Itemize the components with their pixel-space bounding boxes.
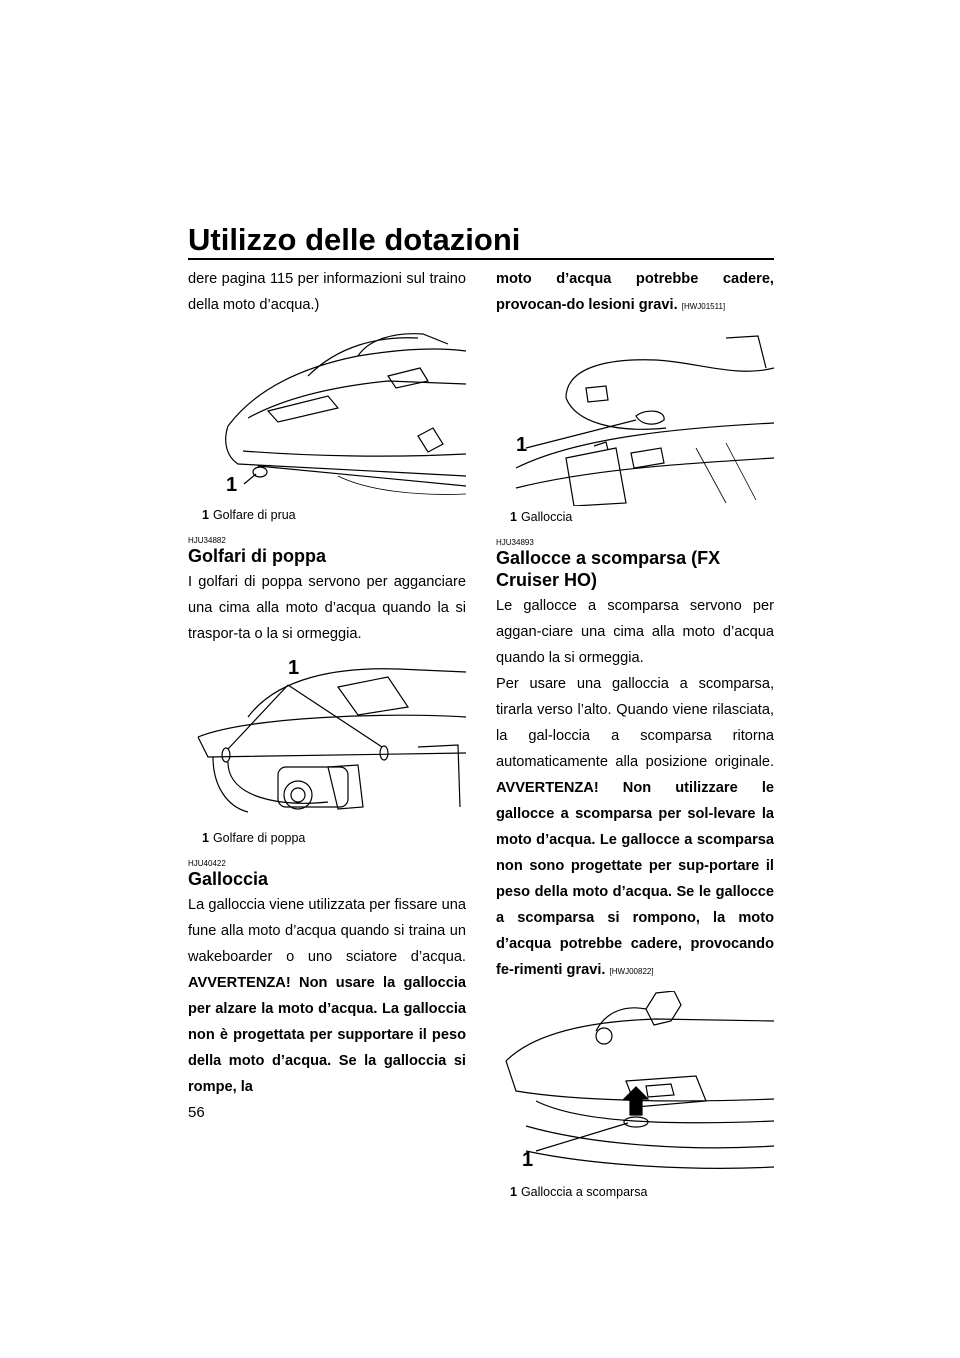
callout-number: 1 bbox=[516, 434, 528, 456]
caption-text: Galloccia bbox=[520, 510, 573, 524]
section-text: Le gallocce a scomparsa servono per aggan-ciare una cima alla moto d’acqua quando la si ormeggia. bbox=[496, 598, 774, 666]
figure-caption bbox=[202, 831, 466, 845]
caption-text: Golfare di poppa bbox=[212, 831, 306, 845]
right-column bbox=[496, 266, 774, 1199]
caption-text: Golfare di prua bbox=[212, 508, 296, 522]
intro-text: dere pagina 115 per informazioni sul traino della moto d’acqua.) bbox=[188, 271, 466, 313]
section-id: HJU40422 bbox=[188, 859, 226, 868]
stern-eyes-illustration bbox=[188, 657, 466, 827]
warning-text: AVVERTENZA! Non usare la galloccia per alzare la moto d’acqua. La galloccia non è progettata per supportare il peso della moto d’acqua. Se la galloccia si rompe, la bbox=[188, 975, 466, 1095]
caption-text: Galloccia a scomparsa bbox=[520, 1185, 648, 1199]
caption-number: 1 bbox=[202, 831, 209, 845]
section-title: Galloccia bbox=[188, 869, 269, 889]
figure-stern-eyes bbox=[188, 657, 466, 845]
section-text: I golfari di poppa servono per agganciare una cima alla moto d’acqua quando la si traspor-ta o la si ormeggia. bbox=[188, 574, 466, 642]
section-text bbox=[188, 892, 466, 1100]
warning-code: [HWJ01511] bbox=[681, 302, 726, 311]
callout-number: 1 bbox=[226, 474, 238, 496]
figure-bow-eye bbox=[188, 326, 466, 522]
figure-caption bbox=[202, 508, 466, 522]
caption-number: 1 bbox=[510, 1185, 517, 1199]
warning-text: AVVERTENZA! Non utilizzare le gallocce a scomparsa per sol-levare la moto d’acqua. Le gallocce a scomparsa non sono progettate per sup-portare il peso della moto d’acqua. Se le gallocce a scomparsa si rompono, la moto d’acqua potrebbe cadere, provocando fe-rimenti gravi. bbox=[496, 780, 774, 978]
page-number: 56 bbox=[188, 1104, 205, 1121]
section-title: Golfari di poppa bbox=[188, 546, 326, 566]
figure-caption bbox=[510, 510, 774, 524]
section-text-main: La galloccia viene utilizzata per fissare una fune alla moto d’acqua quando si traina un wakeboarder o uno sciatore d’acqua. bbox=[188, 897, 466, 965]
section-title: Gallocce a scomparsa (FX Cruiser HO) bbox=[496, 548, 721, 590]
warning-continuation bbox=[496, 266, 774, 320]
callout-number: 1 bbox=[522, 1149, 534, 1171]
section-header: Utilizzo delle dotazioni bbox=[188, 222, 521, 257]
section-text bbox=[496, 671, 774, 985]
figure-caption bbox=[510, 1185, 774, 1199]
caption-number: 1 bbox=[510, 510, 517, 524]
left-column bbox=[188, 266, 466, 1100]
figure-cleat bbox=[496, 328, 774, 524]
section-text-main: Per usare una galloccia a scomparsa, tirarla verso l’alto. Quando viene rilasciata, la gal-loccia a scomparsa ritorna automaticamente alla posizione originale. bbox=[496, 676, 774, 770]
section-id: HJU34893 bbox=[496, 538, 534, 547]
header-rule bbox=[188, 258, 774, 260]
caption-number: 1 bbox=[202, 508, 209, 522]
warning-text: moto d’acqua potrebbe cadere, provocan-do lesioni gravi. bbox=[496, 271, 774, 313]
cleat-illustration bbox=[496, 328, 774, 506]
retractable-cleat-illustration bbox=[496, 991, 774, 1181]
section-id: HJU34882 bbox=[188, 536, 226, 545]
figure-retractable-cleat bbox=[496, 991, 774, 1199]
warning-code: [HWJ00822] bbox=[609, 967, 654, 976]
callout-number: 1 bbox=[288, 657, 300, 679]
